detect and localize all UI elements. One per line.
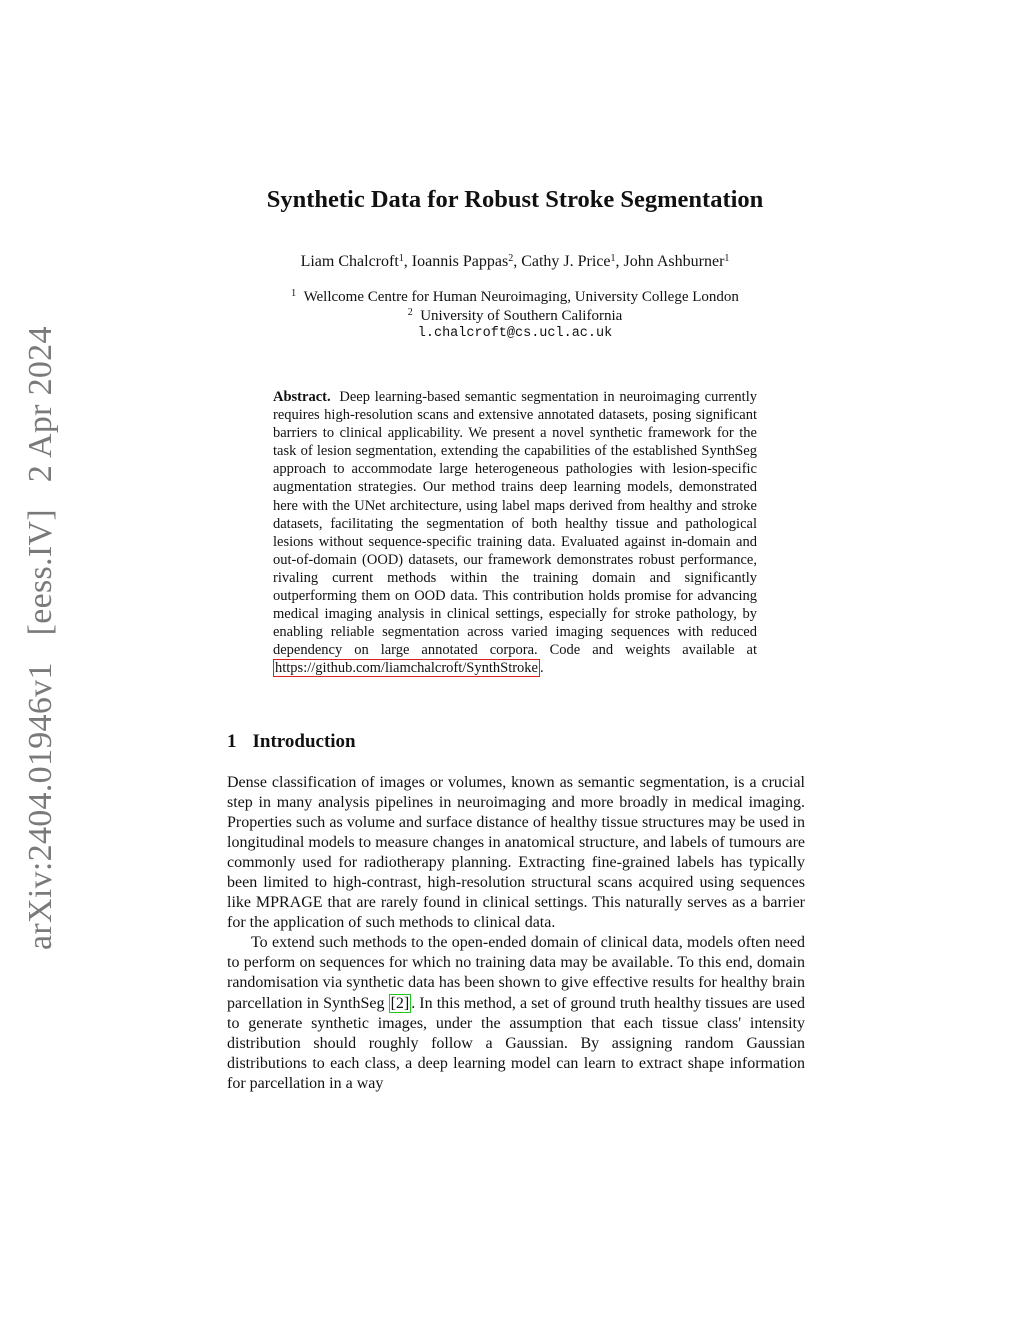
introduction-body — [227, 773, 805, 1094]
abstract-body: Deep learning-based semantic segmentation in neuroimaging currently requires high-resolution scans and extensive annotated datasets, posing significant barriers to clinical applicability. We present a novel synthetic framework for the task of lesion segmentation, extending the capabilities of the established SynthSeg approach to accommodate large heterogeneous pathologies with lesion-specific augmentation strategies. Our method trains deep learning models, demonstrated here with the UNet architecture, using label maps derived from healthy and stroke datasets, facilitating the segmentation of both healthy tissue and pathological lesions without sequence-specific training data. Evaluated against in-domain and out-of-domain (OOD) datasets, our framework demonstrates robust performance, rivaling current methods within the training domain and significantly outperforming them on OOD data. This contribution holds promise for advancing medical imaging analysis in clinical settings, especially for stroke pathology, by enabling reliable segmentation across varied imaging sequences with reduced dependency on large annotated corpora. Code and weights available at — [273, 389, 757, 659]
section-heading — [227, 731, 356, 753]
abstract-label: Abstract. — [273, 389, 331, 405]
affiliation — [0, 307, 1024, 326]
abstract — [273, 388, 757, 678]
arxiv-date: 2 Apr 2024 — [22, 326, 59, 483]
affiliation-text: Wellcome Centre for Human Neuroimaging, University College London — [303, 289, 739, 305]
section-title: Introduction — [252, 731, 356, 752]
author-name: Liam Chalcroft — [300, 253, 399, 270]
code-repository-link[interactable]: https://github.com/liamchalcroft/SynthStroke — [275, 660, 538, 677]
arxiv-identifier: arXiv:2404.01946v1 — [22, 662, 59, 950]
citation-link[interactable]: [2] — [390, 994, 410, 1012]
affiliation-text: University of Southern California — [420, 308, 623, 324]
author-affil-mark: 1 — [398, 253, 404, 264]
arxiv-category: [eess.IV] — [22, 509, 59, 636]
paragraph-text: To extend such methods to the open-ended domain of clinical data, models often need to perform on sequences for which no training data may be available. To this end, domain randomisation via synthetic data has been shown to give effective results for healthy brain parcellation in SynthSeg — [227, 934, 805, 1012]
affiliation — [0, 288, 1024, 307]
author-name: John Ashburner — [623, 253, 725, 270]
paragraph — [227, 933, 805, 1093]
author-affil-mark: 2 — [508, 253, 514, 264]
paragraph: Dense classification of images or volumes, known as semantic segmentation, is a crucial step in many analysis pipelines in neuroimaging and more broadly in medical imaging. Properties such as volume and surface distance of healthy tissue structures may be used in longitudinal models to measure changes in anatomical structure, and labels of tumours are commonly used for radiotherapy planning. Extracting fine-grained labels has typically been limited to high-contrast, high-resolution structural scans acquired using sequences like MPRAGE that are rarely found in clinical settings. This naturally serves as a barrier for the application of such methods to clinical data. — [227, 774, 805, 932]
author-list: Liam Chalcroft$^1$, Ioannis Pappas$^2$, Cathy J. Price$^1$, John Ashburner$^1$ — [300, 253, 730, 270]
paragraph-text: . In this method, a set of ground truth healthy tissues are used to generate synthetic images, under the assumption that each tissue class' intensity distribution should roughly follow a Gaussian. By assigning random Gaussian distributions to each class, a deep learning model can learn to extract shape information for parcellation in a way — [227, 994, 806, 1092]
author-affil-mark: 1 — [724, 253, 730, 264]
affiliation-mark: 1 — [291, 288, 297, 299]
author-name: Cathy J. Price — [521, 253, 611, 270]
abstract-end-punct: . — [539, 660, 544, 677]
author-name: Ioannis Pappas — [411, 253, 509, 270]
section-number: 1 — [227, 731, 237, 752]
arxiv-margin-stamp — [22, 308, 60, 950]
contact-email: l.chalcroft@cs.ucl.ac.uk — [417, 326, 613, 341]
affiliation-mark: 2 — [407, 307, 413, 318]
paper-title: Synthetic Data for Robust Stroke Segmentation — [266, 186, 764, 213]
author-affil-mark: 1 — [610, 253, 616, 264]
